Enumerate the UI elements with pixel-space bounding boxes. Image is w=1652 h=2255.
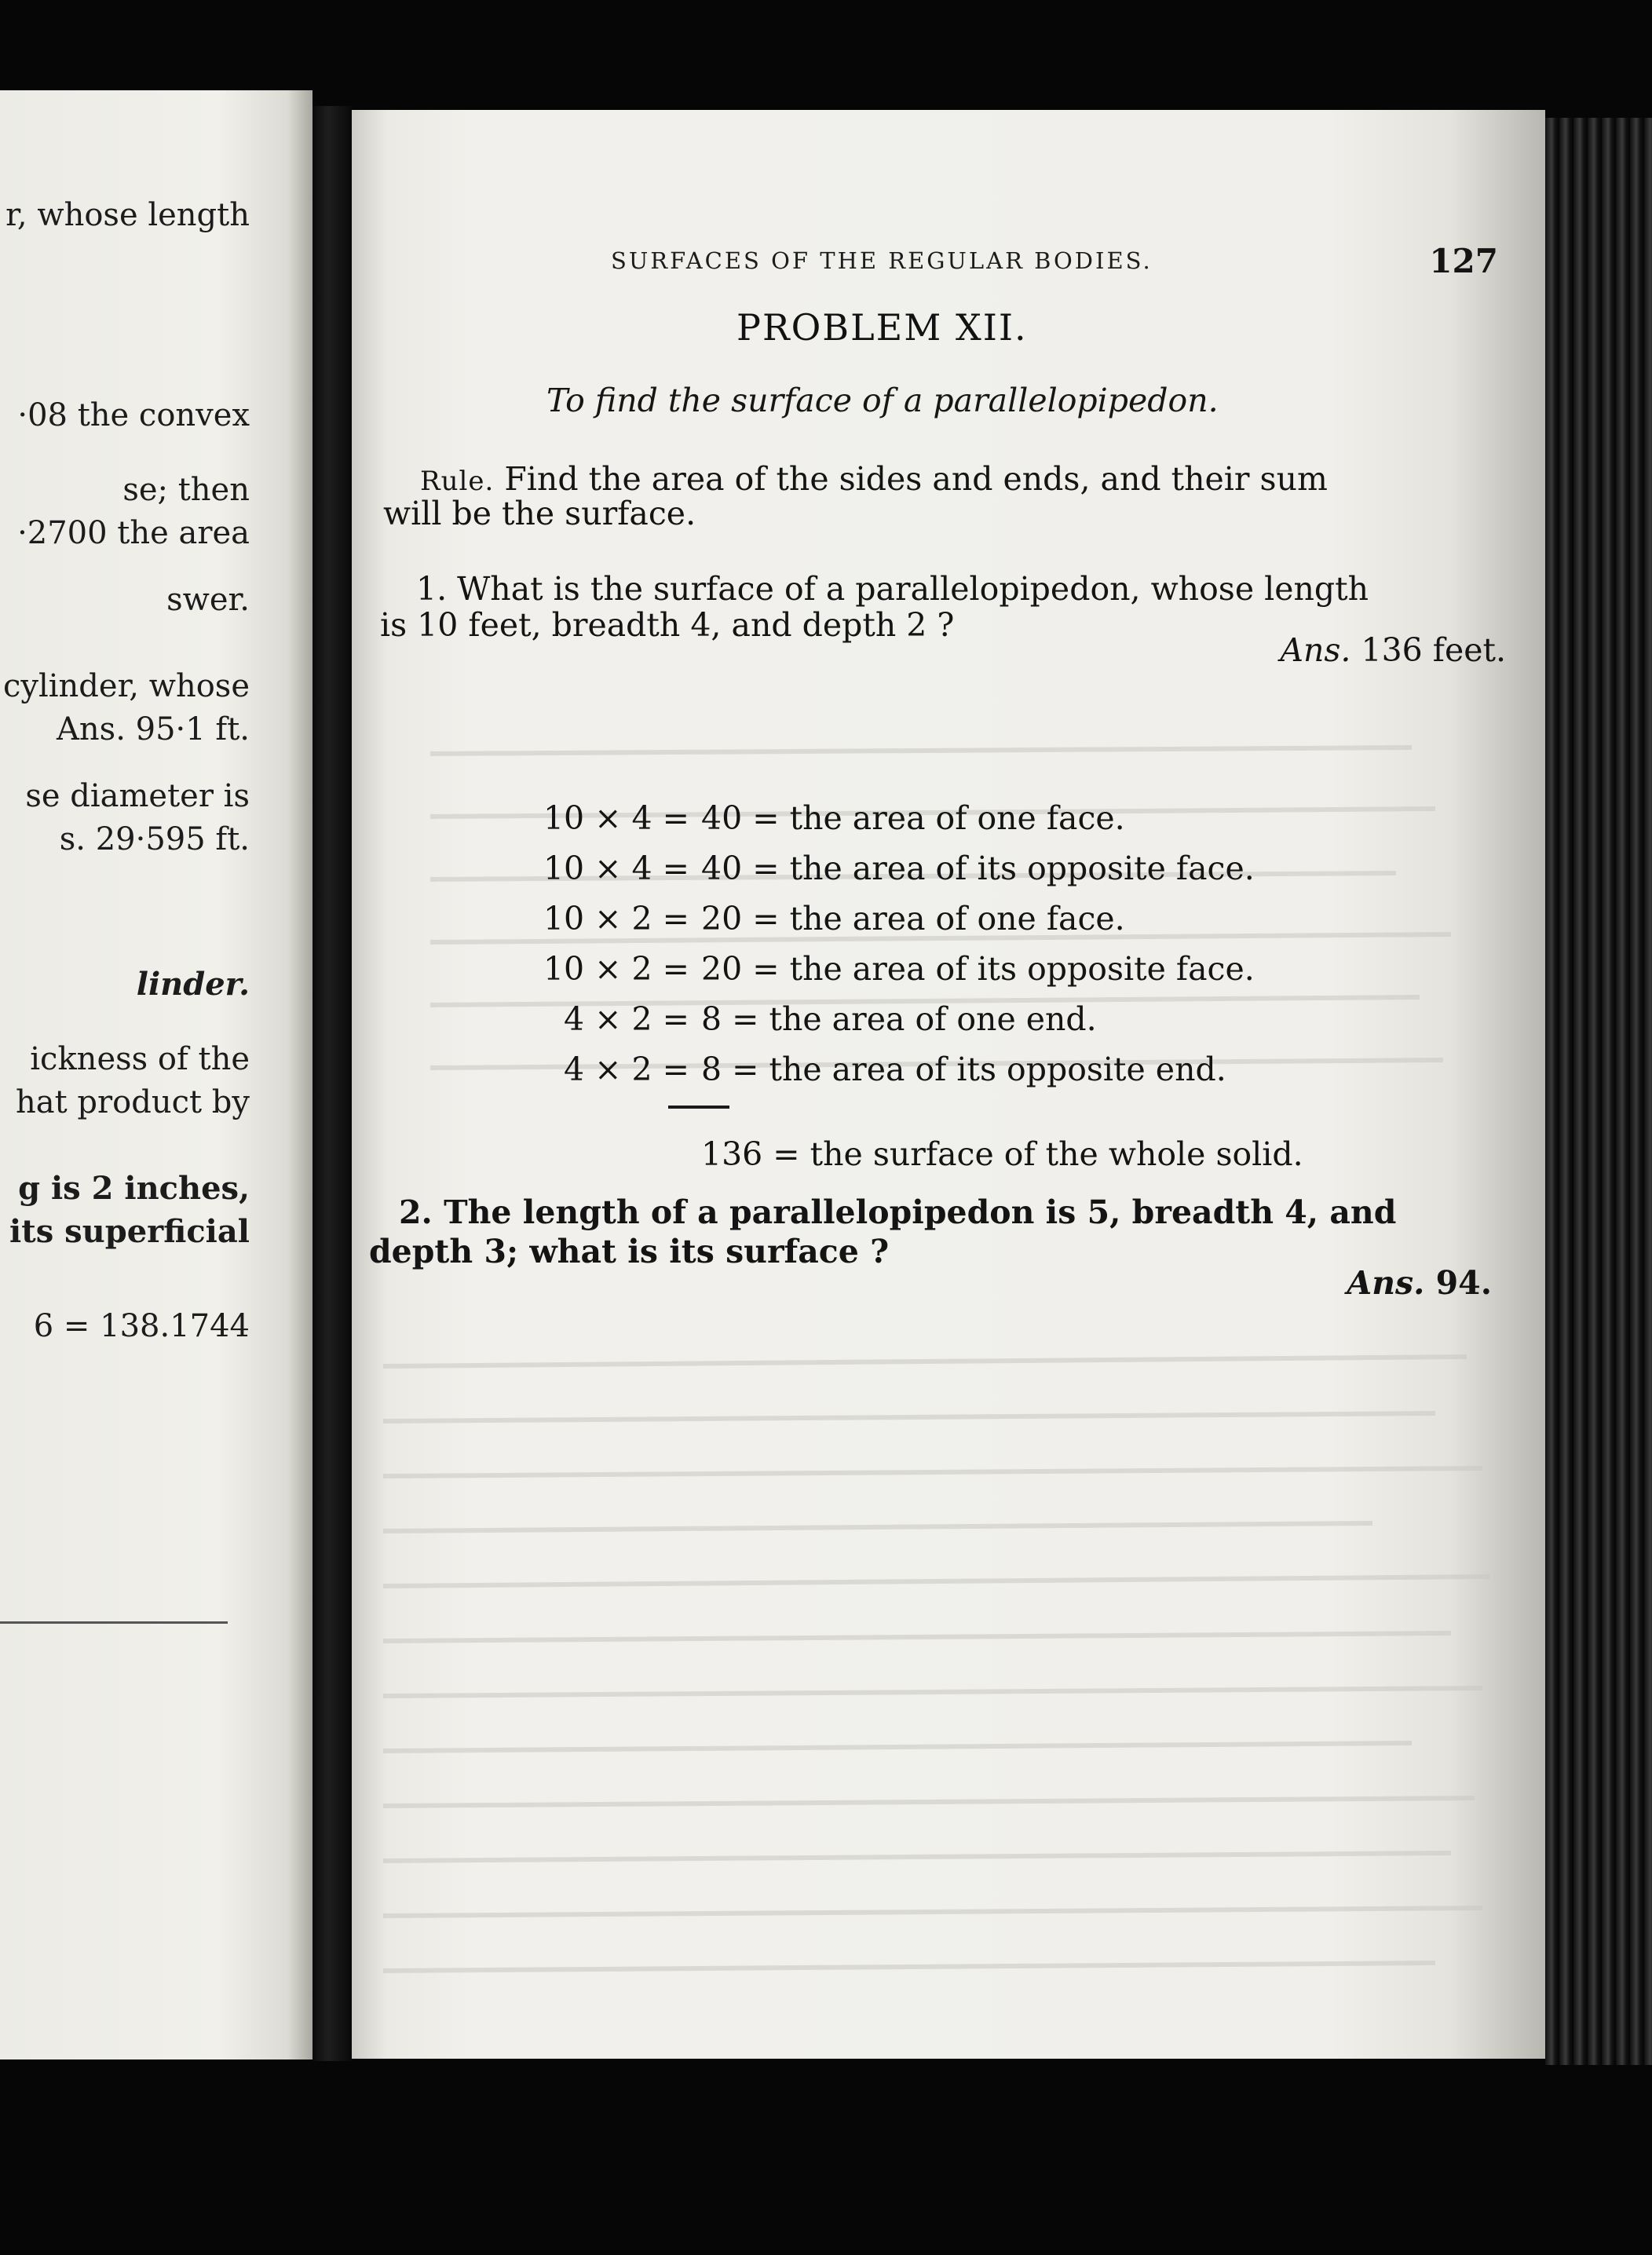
example-1-question-line-1: 1. What is the surface of a parallelopipedon, whose length: [416, 570, 1369, 608]
left-page-line: cylinder, whose: [2, 668, 250, 704]
calculation-row: [430, 845, 1255, 892]
calculation-row: [430, 795, 1137, 842]
calc-expression: 10 × 4 =: [543, 799, 689, 837]
rule-text: Find the area of the sides and ends, and their sum: [504, 460, 1328, 498]
left-page-line: Ans. 95·1 ft.: [57, 711, 250, 747]
answer-value: 136 feet.: [1361, 631, 1506, 669]
calc-result: 40 = the area of one face.: [701, 799, 1125, 837]
calc-result: 8 = the area of its opposite end.: [701, 1051, 1226, 1088]
calc-expression: 10 × 2 =: [543, 950, 689, 988]
left-page-line: linder.: [136, 966, 250, 1003]
left-page-line: ickness of the: [30, 1041, 250, 1077]
problem-subtitle: To find the surface of a parallelopipedon.: [546, 382, 1219, 419]
rule-label: Rule.: [420, 466, 495, 497]
example-1-answer: [1280, 631, 1506, 669]
left-page-line: ·08 the convex: [17, 397, 250, 433]
left-page-line: se; then: [122, 472, 250, 508]
page-number: 127: [1429, 242, 1498, 280]
example-1-question-line-2: is 10 feet, breadth 4, and depth 2 ?: [380, 606, 955, 644]
answer-value: 94.: [1435, 1264, 1492, 1302]
rule-paragraph-line-2: will be the surface.: [383, 495, 696, 532]
calc-result: 20 = the area of its opposite face.: [701, 950, 1255, 988]
calc-expression: 10 × 4 =: [543, 850, 689, 887]
running-head: SURFACES OF THE REGULAR BODIES.: [611, 247, 1153, 274]
problem-heading: PROBLEM XII.: [736, 306, 1028, 349]
calc-total-result: 136 = the surface of the whole solid.: [701, 1135, 1303, 1173]
left-facing-page: [0, 90, 312, 2059]
left-page-line: hat product by: [16, 1084, 250, 1120]
left-page-rule: [0, 1621, 228, 1624]
calculation-row: [430, 1046, 1226, 1093]
example-2-question-line-2: depth 3; what is its surface ?: [369, 1233, 890, 1270]
sum-rule: [668, 1106, 729, 1109]
book-gutter: [312, 106, 352, 2061]
example-2-answer: [1347, 1264, 1492, 1302]
left-page-line: se diameter is: [25, 778, 250, 814]
left-page-line: its superficial: [9, 1213, 250, 1250]
main-page: [352, 110, 1545, 2059]
calc-result: 8 = the area of one end.: [701, 1000, 1097, 1038]
calculation-row: [430, 996, 1137, 1043]
calc-expression: 4 × 2 =: [564, 1000, 689, 1038]
rule-paragraph-line-1: [420, 460, 1328, 498]
calc-expression: 4 × 2 =: [564, 1051, 689, 1088]
answer-label: Ans.: [1347, 1264, 1425, 1302]
left-page-line: swer.: [166, 582, 250, 618]
left-page-line: ·2700 the area: [17, 515, 250, 551]
calculation-total-row: [430, 1131, 1303, 1178]
example-2-question-line-1: 2. The length of a parallelopipedon is 5, breadth 4, and: [399, 1193, 1397, 1231]
answer-label: Ans.: [1280, 631, 1351, 669]
left-page-line: g is 2 inches,: [18, 1170, 250, 1207]
calc-result: 20 = the area of one face.: [701, 900, 1125, 937]
left-page-line: s. 29·595 ft.: [59, 821, 250, 857]
left-page-line: r, whose length: [5, 197, 250, 233]
book-page-edges: [1545, 118, 1652, 2065]
left-page-line: 6 = 138.1744: [33, 1308, 250, 1344]
calculation-row: [430, 895, 1137, 942]
calculation-row: [430, 945, 1255, 992]
calc-result: 40 = the area of its opposite face.: [701, 850, 1255, 887]
calc-expression: 10 × 2 =: [543, 900, 689, 937]
